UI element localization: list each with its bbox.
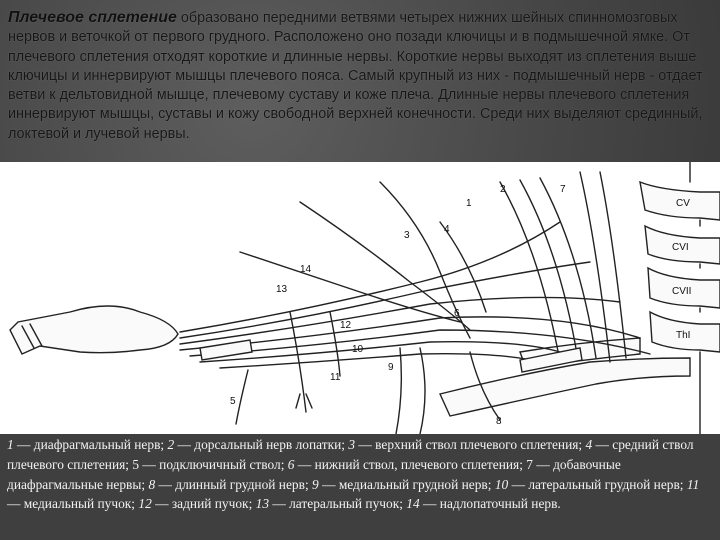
slide-body-text: образовано передними ветвями четырех нижних шейных спинномозговых нервов и веточкой от первого грудного. Расположено оно позади ключицы и в подмышечной ямке. От плечевого сплетения отходят короткие и длинные нервы. Короткие нервы выходят из сплетения выше ключицы и иннервируют мышцы плечевого пояса. Самый крупный из них - подмышечный нерв - отдает ветви к дельтовидной мышце, плечевому суставу и коже плеча. Длинные нервы плечевого сплетения иннервируют мышцы, суставы и кожу свободной верхней конечности. Среди них выделяют срединный, локтевой и лучевой нервы. xyxy=(8,10,703,142)
vertebra-label-cv: CV xyxy=(676,198,690,209)
vertebra-label-cvii: CVII xyxy=(672,286,692,297)
figure-number-1: 1 xyxy=(466,198,472,209)
figure-number-4: 4 xyxy=(444,224,450,235)
brachial-plexus-illustration xyxy=(0,162,720,434)
caption-num-4: 4 xyxy=(585,437,593,452)
figure-number-11: 11 xyxy=(330,372,341,383)
figure-number-3: 3 xyxy=(404,230,410,241)
caption-item-14: надлопаточный нерв. xyxy=(439,496,561,512)
slide-text-block xyxy=(8,8,712,144)
figure-number-6: 6 xyxy=(454,308,460,319)
figure-number-10: 10 xyxy=(352,344,364,355)
caption-item-8: длинный грудной нерв xyxy=(175,476,305,492)
caption-item-11: медиальный пучок xyxy=(23,496,132,512)
figure-number-7: 7 xyxy=(560,184,566,195)
caption-num-12: 12 xyxy=(138,496,152,512)
caption-item-3: верхний ствол плечевого сплетения xyxy=(375,437,579,452)
caption-item-13: латеральный пучок xyxy=(289,496,400,512)
figure-number-9: 9 xyxy=(388,362,394,373)
caption-item-5: подключичный ствол xyxy=(159,456,281,472)
figure-caption xyxy=(0,434,720,540)
figure-number-2: 2 xyxy=(500,184,506,195)
figure-number-13: 13 xyxy=(276,284,288,295)
figure-number-12: 12 xyxy=(340,320,352,331)
vertebra-label-cvi: CVI xyxy=(672,242,689,253)
figure-number-8: 8 xyxy=(496,416,502,427)
caption-item-7: добавочные диафрагмальные нервы xyxy=(7,456,621,492)
caption-text: 1 — диафрагмальный нерв; 2 — дорсальный нерв лопатки; 3 — верхний ствол плечевого сплетения; 4 — средний ствол плечевого сплетения; 5 — подключичный ствол; 6 — нижний ствол, плечевого сплетения; 7 — добавочные диафрагмальные нервы; 8 — длинный грудной нерв; 9 — медиальный грудной нерв; 10 — латеральный грудной нерв; 11 — медиальный пучок; 12 — задний пучок; 13 — латеральный пучок; 14 — надлопаточный нерв. xyxy=(7,437,700,512)
first-rib xyxy=(440,358,690,416)
caption-num-7: 7 xyxy=(526,456,533,472)
caption-num-5: 5 xyxy=(132,456,140,472)
brachial-plexus-drawing xyxy=(0,162,720,434)
caption-item-1: диафрагмальный нерв xyxy=(33,437,161,452)
figure-number-5: 5 xyxy=(230,396,236,407)
humerus-head xyxy=(10,306,178,354)
caption-item-6: нижний ствол, плечевого сплетения xyxy=(314,456,520,472)
caption-item-4: средний ствол плечевого сплетения xyxy=(7,437,694,472)
caption-num-11: 11 xyxy=(686,476,700,492)
caption-item-2: дорсальный нерв лопатки xyxy=(194,437,342,452)
caption-num-8: 8 xyxy=(148,476,156,492)
caption-num-14: 14 xyxy=(406,496,420,512)
slide-title: Плечевое сплетение xyxy=(8,9,177,26)
caption-num-1: 1 xyxy=(7,437,14,452)
caption-num-13: 13 xyxy=(255,496,270,512)
caption-item-9: медиальный грудной нерв xyxy=(338,476,488,492)
caption-num-9: 9 xyxy=(312,476,319,492)
figure-number-14: 14 xyxy=(300,264,312,275)
caption-item-12: задний пучок xyxy=(171,496,249,512)
caption-num-6: 6 xyxy=(287,456,295,472)
caption-item-10: латеральный грудной нерв xyxy=(528,476,680,492)
caption-num-10: 10 xyxy=(494,476,509,492)
caption-num-2: 2 xyxy=(167,437,175,452)
caption-num-3: 3 xyxy=(348,437,356,452)
vertebra-label-thi: ThI xyxy=(676,330,691,341)
